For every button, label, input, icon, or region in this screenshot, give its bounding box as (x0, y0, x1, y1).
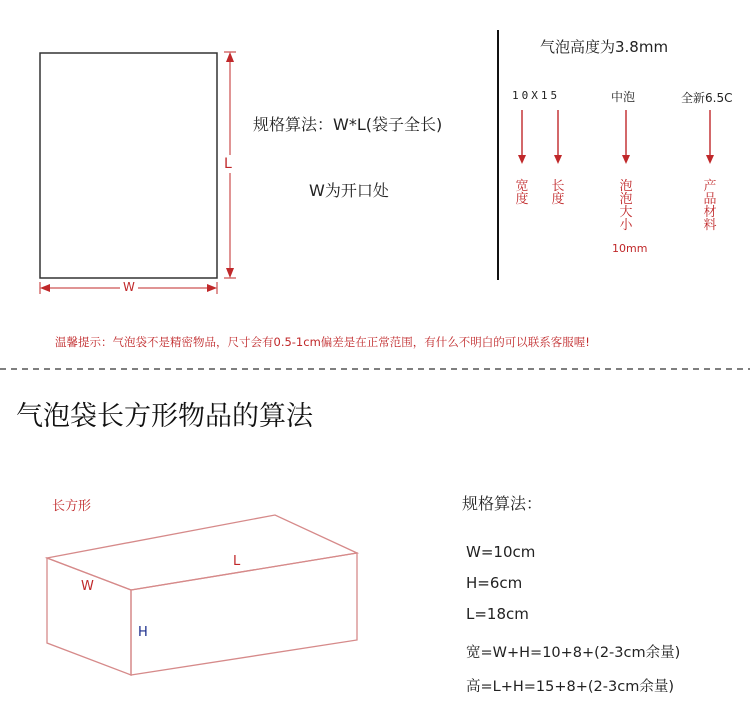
width-formula: 宽=W+H=10+8+(2-3cm余量) (466, 645, 681, 661)
l-value: L=18cm (466, 605, 529, 623)
condition-label: 全新6.5C (681, 91, 733, 105)
bubble-size-value: 10mm (612, 242, 648, 255)
formula-title: 规格算法： (462, 494, 543, 513)
box-edge-l-label: L (233, 554, 241, 569)
notice-text: 温馨提示：气泡袋不是精密物品，尺寸会有0.5-1cm偏差是在正常范围，有什么不明白的可以联系客服喔! (55, 335, 590, 349)
down-arrow-icons (518, 110, 714, 164)
bag-outline (40, 53, 217, 278)
meaning-bubble-size: 泡泡大小 (619, 179, 633, 233)
shape-label: 长方形 (52, 499, 92, 514)
size-code-label: 10X15 (512, 89, 561, 102)
bubble-type-label: 中泡 (611, 90, 636, 104)
section-title: 气泡袋长方形物品的算法 (16, 401, 313, 432)
opening-note: W为开口处 (309, 181, 389, 200)
bubble-height-note: 气泡高度为3.8mm (540, 38, 669, 56)
bag-length-label: L (224, 156, 232, 172)
box-3d-outline (47, 515, 357, 675)
meaning-length: 长度 (551, 179, 565, 207)
h-value: H=6cm (466, 574, 523, 592)
box-edge-h-label: H (138, 625, 148, 640)
bag-width-label: W (120, 280, 138, 294)
meaning-product-material: 产品材料 (703, 179, 717, 233)
w-value: W=10cm (466, 543, 536, 561)
bag-formula: 规格算法：W*L(袋子全长) (253, 115, 443, 134)
box-edge-w-label: W (81, 579, 94, 594)
height-formula: 高=L+H=15+8+(2-3cm余量) (466, 679, 674, 695)
meaning-width: 宽度 (515, 179, 529, 207)
